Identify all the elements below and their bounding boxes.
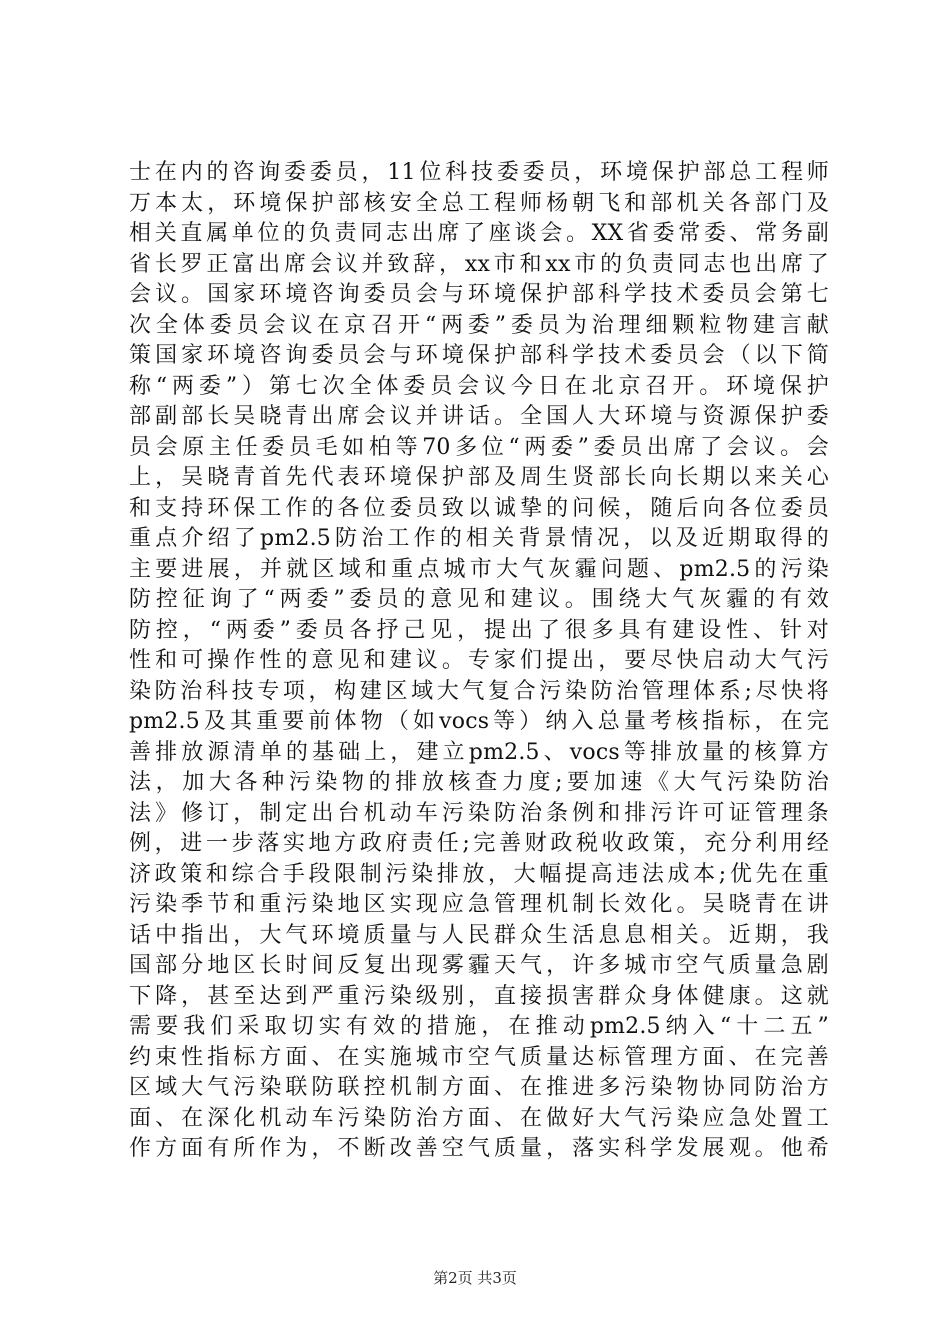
- text-line: 话中指出，大气环境质量与人民群众生活息息相关。近期，我: [129, 922, 829, 948]
- text-line: 面、在深化机动车污染防治方面、在做好大气污染应急处置工: [129, 1105, 829, 1131]
- text-line: 约束性指标方面、在实施城市空气质量达标管理方面、在完善: [129, 1044, 829, 1070]
- body-text: [129, 158, 829, 1165]
- text-line: 性和可操作性的意见和建议。专家们提出，要尽快启动大气污: [129, 648, 829, 673]
- text-line: 策国家环境咨询委员会与环境保护部科学技术委员会（以下简: [129, 343, 829, 368]
- text-line: 上，吴晓青首先代表环境保护部及周生贤部长向长期以来关心: [129, 465, 829, 490]
- text-line: 污染季节和重污染地区实现应急管理机制长效化。吴晓青在讲: [129, 892, 829, 917]
- text-line: 士在内的咨询委委员，11位科技委委员，环境保护部总工程师: [129, 160, 829, 185]
- text-line: 防控征询了“两委”委员的意见和建议。围绕大气灰霾的有效: [129, 587, 829, 612]
- text-line: 下降，甚至达到严重污染级别，直接损害群众身体健康。这就: [129, 983, 829, 1009]
- text-line: 称“两委”）第七次全体委员会议今日在北京召开。环境保护: [129, 373, 829, 399]
- text-line: 济政策和综合手段限制污染排放，大幅提高违法成本;优先在重: [129, 861, 829, 887]
- text-line: 次全体委员会议在京召开“两委”委员为治理细颗粒物建言献: [129, 312, 829, 338]
- page-number-footer: 第2页 共3页: [433, 1269, 517, 1287]
- text-line: 作方面有所作为，不断改善空气质量，落实科学发展观。他希: [129, 1136, 829, 1161]
- text-line: 员会原主任委员毛如柏等70多位“两委”委员出席了会议。会: [129, 434, 829, 460]
- text-line: 善排放源清单的基础上，建立pm2.5、vocs等排放量的核算方: [129, 739, 829, 765]
- text-line: 法，加大各种污染物的排放核查力度;要加速《大气污染防治: [129, 770, 829, 795]
- text-line: 会议。国家环境咨询委员会与环境保护部科学技术委员会第七: [129, 282, 829, 307]
- text-line: 重点介绍了pm2.5防治工作的相关背景情况，以及近期取得的: [129, 526, 829, 551]
- text-line: 法》修订，制定出台机动车污染防治条例和排污许可证管理条: [129, 800, 829, 826]
- text-line: 和支持环保工作的各位委员致以诚挚的问候，随后向各位委员: [129, 495, 829, 521]
- text-line: 主要进展，并就区域和重点城市大气灰霾问题、pm2.5的污染: [129, 556, 829, 582]
- text-line: 国部分地区长时间反复出现雾霾天气，许多城市空气质量急剧: [129, 953, 829, 978]
- text-line: 区域大气污染联防联控机制方面、在推进多污染物协同防治方: [129, 1075, 829, 1100]
- text-line: pm2.5及其重要前体物（如vocs等）纳入总量考核指标，在完: [129, 709, 829, 734]
- text-line: 需要我们采取切实有效的措施，在推动pm2.5纳入“十二五”: [129, 1014, 829, 1039]
- text-line: 部副部长吴晓青出席会议并讲话。全国人大环境与资源保护委: [129, 404, 829, 429]
- text-line: 省长罗正富出席会议并致辞，xx市和xx市的负责同志也出席了: [129, 251, 829, 277]
- text-line: 万本太，环境保护部核安全总工程师杨朝飞和部机关各部门及: [129, 190, 829, 216]
- text-line: 例，进一步落实地方政府责任;完善财政税收政策，充分利用经: [129, 831, 829, 856]
- text-line: 染防治科技专项，构建区域大气复合污染防治管理体系;尽快将: [129, 678, 829, 704]
- text-line: 防控，“两委”委员各抒己见，提出了很多具有建设性、针对: [129, 617, 829, 643]
- text-line: 相关直属单位的负责同志出席了座谈会。XX省委常委、常务副: [129, 221, 829, 246]
